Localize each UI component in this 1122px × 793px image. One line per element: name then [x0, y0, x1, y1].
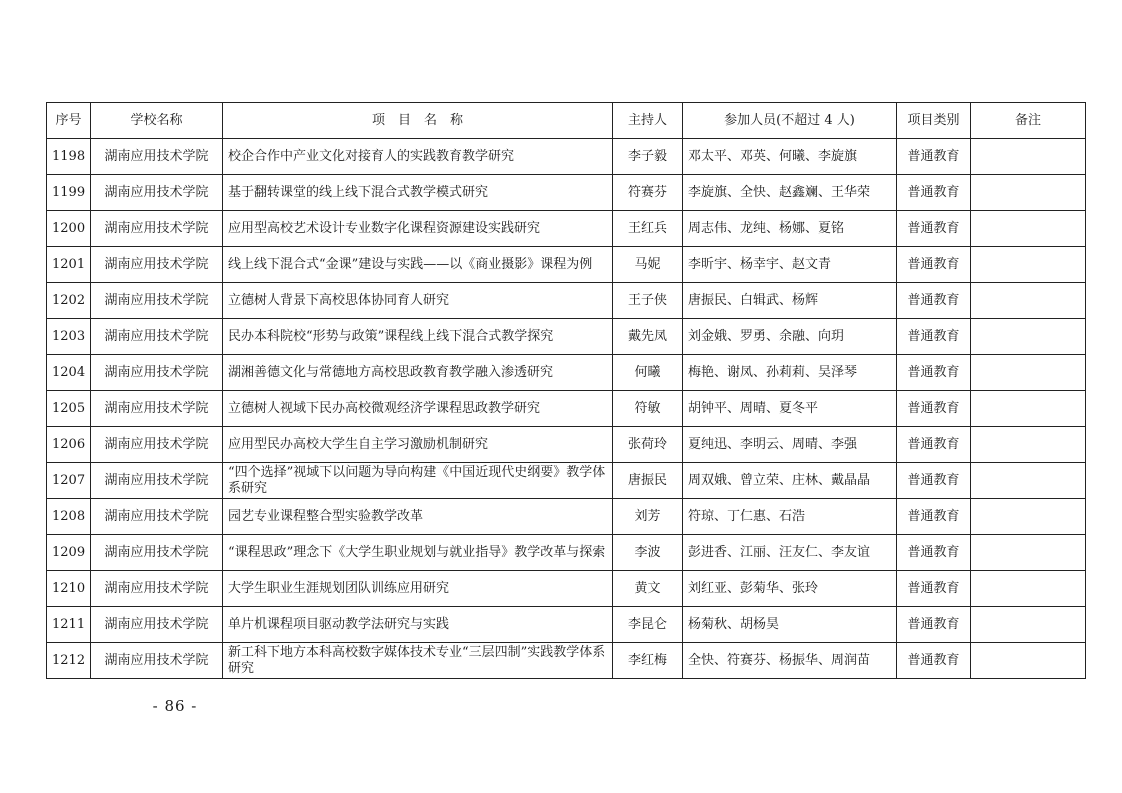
cell-title: 立德树人视域下民办高校微观经济学课程思政教学研究: [223, 391, 613, 427]
cell-host: 唐振民: [613, 463, 683, 499]
cell-title: “课程思政”理念下《大学生职业规划与就业指导》教学改革与探索: [223, 535, 613, 571]
cell-title: 园艺专业课程整合型实验教学改革: [223, 499, 613, 535]
cell-members: 胡钟平、周晴、夏冬平: [683, 391, 897, 427]
table-row: [47, 535, 1086, 571]
cell-category: 普通教育: [897, 535, 971, 571]
cell-title: 单片机课程项目驱动教学法研究与实践: [223, 607, 613, 643]
cell-num: 1204: [47, 355, 91, 391]
cell-title: 立德树人背景下高校思体协同育人研究: [223, 283, 613, 319]
cell-num: 1209: [47, 535, 91, 571]
cell-members: 周志伟、龙纯、杨娜、夏铭: [683, 211, 897, 247]
cell-title: 湖湘善德文化与常德地方高校思政教育教学融入渗透研究: [223, 355, 613, 391]
cell-title: 应用型高校艺术设计专业数字化课程资源建设实践研究: [223, 211, 613, 247]
cell-members: 邓太平、邓英、何曦、李旋旗: [683, 139, 897, 175]
cell-school: 湖南应用技术学院: [91, 571, 223, 607]
cell-members: 杨菊秋、胡杨昊: [683, 607, 897, 643]
cell-category: 普通教育: [897, 427, 971, 463]
cell-title: 基于翻转课堂的线上线下混合式教学模式研究: [223, 175, 613, 211]
cell-note: [971, 463, 1086, 499]
cell-note: [971, 211, 1086, 247]
cell-host: 黄文: [613, 571, 683, 607]
table-row: [47, 391, 1086, 427]
cell-num: 1211: [47, 607, 91, 643]
cell-host: 李波: [613, 535, 683, 571]
cell-members: 刘红亚、彭菊华、张玲: [683, 571, 897, 607]
cell-note: [971, 355, 1086, 391]
table-row: [47, 463, 1086, 499]
table-row: [47, 247, 1086, 283]
cell-school: 湖南应用技术学院: [91, 139, 223, 175]
header-note: 备注: [971, 103, 1086, 139]
cell-school: 湖南应用技术学院: [91, 175, 223, 211]
cell-category: 普通教育: [897, 319, 971, 355]
cell-host: 王子侠: [613, 283, 683, 319]
cell-note: [971, 571, 1086, 607]
cell-category: 普通教育: [897, 211, 971, 247]
table-row: [47, 427, 1086, 463]
cell-host: 马妮: [613, 247, 683, 283]
cell-num: 1206: [47, 427, 91, 463]
cell-num: 1208: [47, 499, 91, 535]
table-row: [47, 283, 1086, 319]
cell-category: 普通教育: [897, 643, 971, 679]
cell-members: 刘金娥、罗勇、余融、向玥: [683, 319, 897, 355]
header-num: 序号: [47, 103, 91, 139]
cell-note: [971, 247, 1086, 283]
cell-note: [971, 391, 1086, 427]
cell-note: [971, 427, 1086, 463]
header-school: 学校名称: [91, 103, 223, 139]
cell-category: 普通教育: [897, 391, 971, 427]
cell-host: 符敏: [613, 391, 683, 427]
cell-school: 湖南应用技术学院: [91, 211, 223, 247]
cell-note: [971, 319, 1086, 355]
table-row: [47, 499, 1086, 535]
cell-note: [971, 139, 1086, 175]
cell-category: 普通教育: [897, 463, 971, 499]
cell-category: 普通教育: [897, 355, 971, 391]
cell-host: 何曦: [613, 355, 683, 391]
cell-num: 1203: [47, 319, 91, 355]
cell-school: 湖南应用技术学院: [91, 355, 223, 391]
cell-num: 1200: [47, 211, 91, 247]
cell-school: 湖南应用技术学院: [91, 427, 223, 463]
cell-num: 1207: [47, 463, 91, 499]
cell-school: 湖南应用技术学院: [91, 499, 223, 535]
cell-note: [971, 283, 1086, 319]
cell-school: 湖南应用技术学院: [91, 391, 223, 427]
header-host: 主持人: [613, 103, 683, 139]
cell-title: 线上线下混合式“金课”建设与实践——以《商业摄影》课程为例: [223, 247, 613, 283]
cell-host: 刘芳: [613, 499, 683, 535]
cell-note: [971, 175, 1086, 211]
cell-school: 湖南应用技术学院: [91, 535, 223, 571]
cell-members: 李昕宇、杨幸宇、赵文青: [683, 247, 897, 283]
cell-school: 湖南应用技术学院: [91, 283, 223, 319]
cell-title: “四个选择”视域下以问题为导向构建《中国近现代史纲要》教学体系研究: [223, 463, 613, 499]
cell-num: 1199: [47, 175, 91, 211]
page-number: - 86 -: [152, 697, 198, 715]
cell-members: 夏纯迅、李明云、周晴、李强: [683, 427, 897, 463]
table-row: [47, 571, 1086, 607]
cell-title: 校企合作中产业文化对接育人的实践教育教学研究: [223, 139, 613, 175]
cell-category: 普通教育: [897, 283, 971, 319]
cell-school: 湖南应用技术学院: [91, 643, 223, 679]
table-body: [47, 139, 1086, 679]
cell-note: [971, 607, 1086, 643]
cell-host: 李红梅: [613, 643, 683, 679]
cell-members: 全快、符赛芬、杨振华、周润苗: [683, 643, 897, 679]
cell-host: 李子毅: [613, 139, 683, 175]
cell-school: 湖南应用技术学院: [91, 607, 223, 643]
cell-category: 普通教育: [897, 247, 971, 283]
cell-title: 应用型民办高校大学生自主学习激励机制研究: [223, 427, 613, 463]
cell-num: 1210: [47, 571, 91, 607]
cell-num: 1201: [47, 247, 91, 283]
table-row: [47, 643, 1086, 679]
table-row: [47, 355, 1086, 391]
cell-note: [971, 535, 1086, 571]
cell-title: 民办本科院校“形势与政策”课程线上线下混合式教学探究: [223, 319, 613, 355]
cell-num: 1198: [47, 139, 91, 175]
table-row: [47, 211, 1086, 247]
cell-category: 普通教育: [897, 607, 971, 643]
cell-category: 普通教育: [897, 139, 971, 175]
cell-num: 1205: [47, 391, 91, 427]
project-table: [46, 102, 1086, 679]
cell-host: 符赛芬: [613, 175, 683, 211]
cell-note: [971, 643, 1086, 679]
cell-category: 普通教育: [897, 175, 971, 211]
cell-host: 李昆仑: [613, 607, 683, 643]
cell-school: 湖南应用技术学院: [91, 463, 223, 499]
cell-num: 1212: [47, 643, 91, 679]
cell-members: 李旋旗、全快、赵鑫斓、王华荣: [683, 175, 897, 211]
header-category: 项目类别: [897, 103, 971, 139]
table-row: [47, 607, 1086, 643]
table-row: [47, 319, 1086, 355]
cell-host: 戴先凤: [613, 319, 683, 355]
cell-members: 彭进香、江丽、汪友仁、李友谊: [683, 535, 897, 571]
cell-members: 唐振民、白辑武、杨辉: [683, 283, 897, 319]
cell-title: 新工科下地方本科高校数字媒体技术专业“三层四制”实践教学体系研究: [223, 643, 613, 679]
cell-host: 张荷玲: [613, 427, 683, 463]
table-row: [47, 175, 1086, 211]
cell-category: 普通教育: [897, 571, 971, 607]
header-row: [47, 103, 1086, 139]
cell-members: 符琼、丁仁惠、石浩: [683, 499, 897, 535]
cell-members: 周双娥、曾立荣、庄林、戴晶晶: [683, 463, 897, 499]
cell-note: [971, 499, 1086, 535]
cell-title: 大学生职业生涯规划团队训练应用研究: [223, 571, 613, 607]
cell-school: 湖南应用技术学院: [91, 319, 223, 355]
cell-category: 普通教育: [897, 499, 971, 535]
cell-host: 王红兵: [613, 211, 683, 247]
cell-num: 1202: [47, 283, 91, 319]
cell-members: 梅艳、谢凤、孙莉莉、吴泽琴: [683, 355, 897, 391]
header-title: 项 目 名 称: [223, 103, 613, 139]
header-members: 参加人员(不超过 4 人): [683, 103, 897, 139]
cell-school: 湖南应用技术学院: [91, 247, 223, 283]
table-row: [47, 139, 1086, 175]
